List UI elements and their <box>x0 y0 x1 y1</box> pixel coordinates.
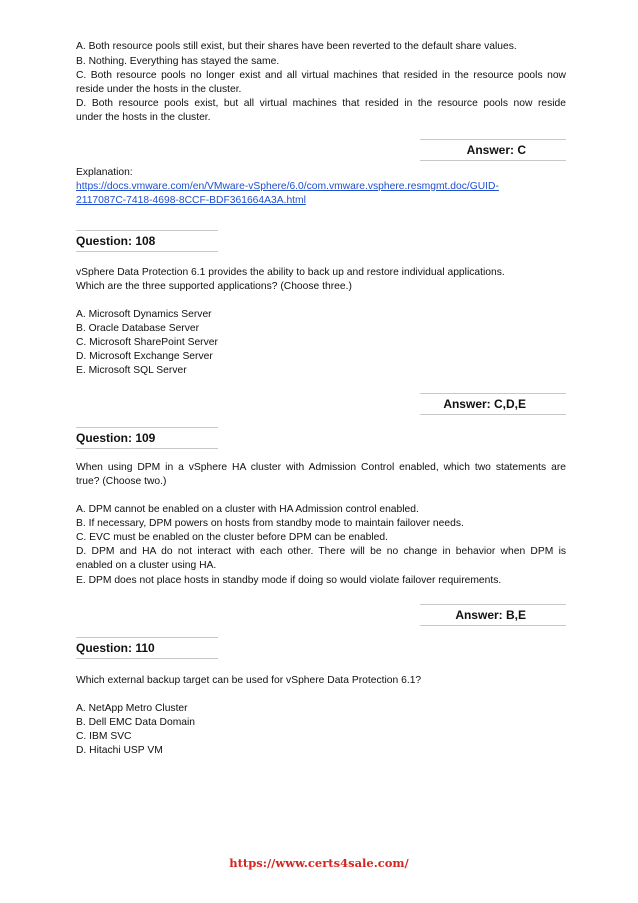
option-line: enabled on a cluster using HA. <box>76 560 217 571</box>
answer-box <box>420 393 566 415</box>
answer-label: Answer: C,D,E <box>443 397 526 411</box>
option-line: E. Microsoft SQL Server <box>76 365 187 376</box>
option-line: under the hosts in the cluster. <box>76 112 211 123</box>
option-line: A. NetApp Metro Cluster <box>76 703 188 714</box>
question-text: Which are the three supported applications? (Choose three.) <box>76 281 352 292</box>
question-text: true? (Choose two.) <box>76 476 167 487</box>
answer-box <box>420 604 566 626</box>
answer-box <box>420 139 566 161</box>
explanation-link-part-1[interactable]: https://docs.vmware.com/en/VMware-vSphere/6.0/com.vmware.vsphere.resmgmt.doc/GUID- <box>76 181 499 192</box>
option-line: D. Microsoft Exchange Server <box>76 351 213 362</box>
explanation-link[interactable] <box>76 180 566 194</box>
question-header <box>76 427 218 449</box>
answer-label: Answer: C <box>466 143 526 157</box>
option-line: B. Nothing. Everything has stayed the same. <box>76 56 280 67</box>
option-line: C. Microsoft SharePoint Server <box>76 337 218 348</box>
option-line: C. Both resource pools no longer exist and all virtual machines that resided in the resource pools now <box>76 70 566 81</box>
option-line: C. EVC must be enabled on the cluster before DPM can be enabled. <box>76 532 388 543</box>
option-line: E. DPM does not place hosts in standby mode if doing so would violate failover requirements. <box>76 575 502 586</box>
option-line: D. Both resource pools exist, but all virtual machines that resided in the resource pools now reside <box>76 98 566 109</box>
option-line: A. Both resource pools still exist, but their shares have been reverted to the default share values. <box>76 41 517 52</box>
question-text: vSphere Data Protection 6.1 provides the ability to back up and restore individual applications. <box>76 267 505 278</box>
option-line: D. DPM and HA do not interact with each other. There will be no change in behavior when DPM is <box>76 546 566 557</box>
question-title: Question: 110 <box>76 641 155 655</box>
option-line: A. Microsoft Dynamics Server <box>76 309 212 320</box>
option-line: B. Oracle Database Server <box>76 323 200 334</box>
option-line: B. If necessary, DPM powers on hosts from standby mode to maintain failover needs. <box>76 518 464 529</box>
explanation-link-part-2[interactable]: 2117087C-7418-4698-8CCF-BDF361664A3A.html <box>76 195 306 206</box>
option-line: D. Hitachi USP VM <box>76 745 163 756</box>
question-text: When using DPM in a vSphere HA cluster with Admission Control enabled, which two statements are <box>76 462 566 473</box>
option-line: B. Dell EMC Data Domain <box>76 717 196 728</box>
question-header <box>76 230 218 252</box>
question-header <box>76 637 218 659</box>
option-line: reside under the hosts in the cluster. <box>76 84 242 95</box>
footer-url[interactable]: https://www.certs4sale.com/ <box>229 856 409 870</box>
answer-label: Answer: B,E <box>455 608 526 622</box>
option-line: A. DPM cannot be enabled on a cluster with HA Admission control enabled. <box>76 504 419 515</box>
question-title: Question: 108 <box>76 234 156 248</box>
explanation-label: Explanation: <box>76 167 133 178</box>
question-text: Which external backup target can be used for vSphere Data Protection 6.1? <box>76 675 422 686</box>
question-title: Question: 109 <box>76 431 156 445</box>
explanation-link[interactable] <box>76 194 566 208</box>
option-line: C. IBM SVC <box>76 731 132 742</box>
